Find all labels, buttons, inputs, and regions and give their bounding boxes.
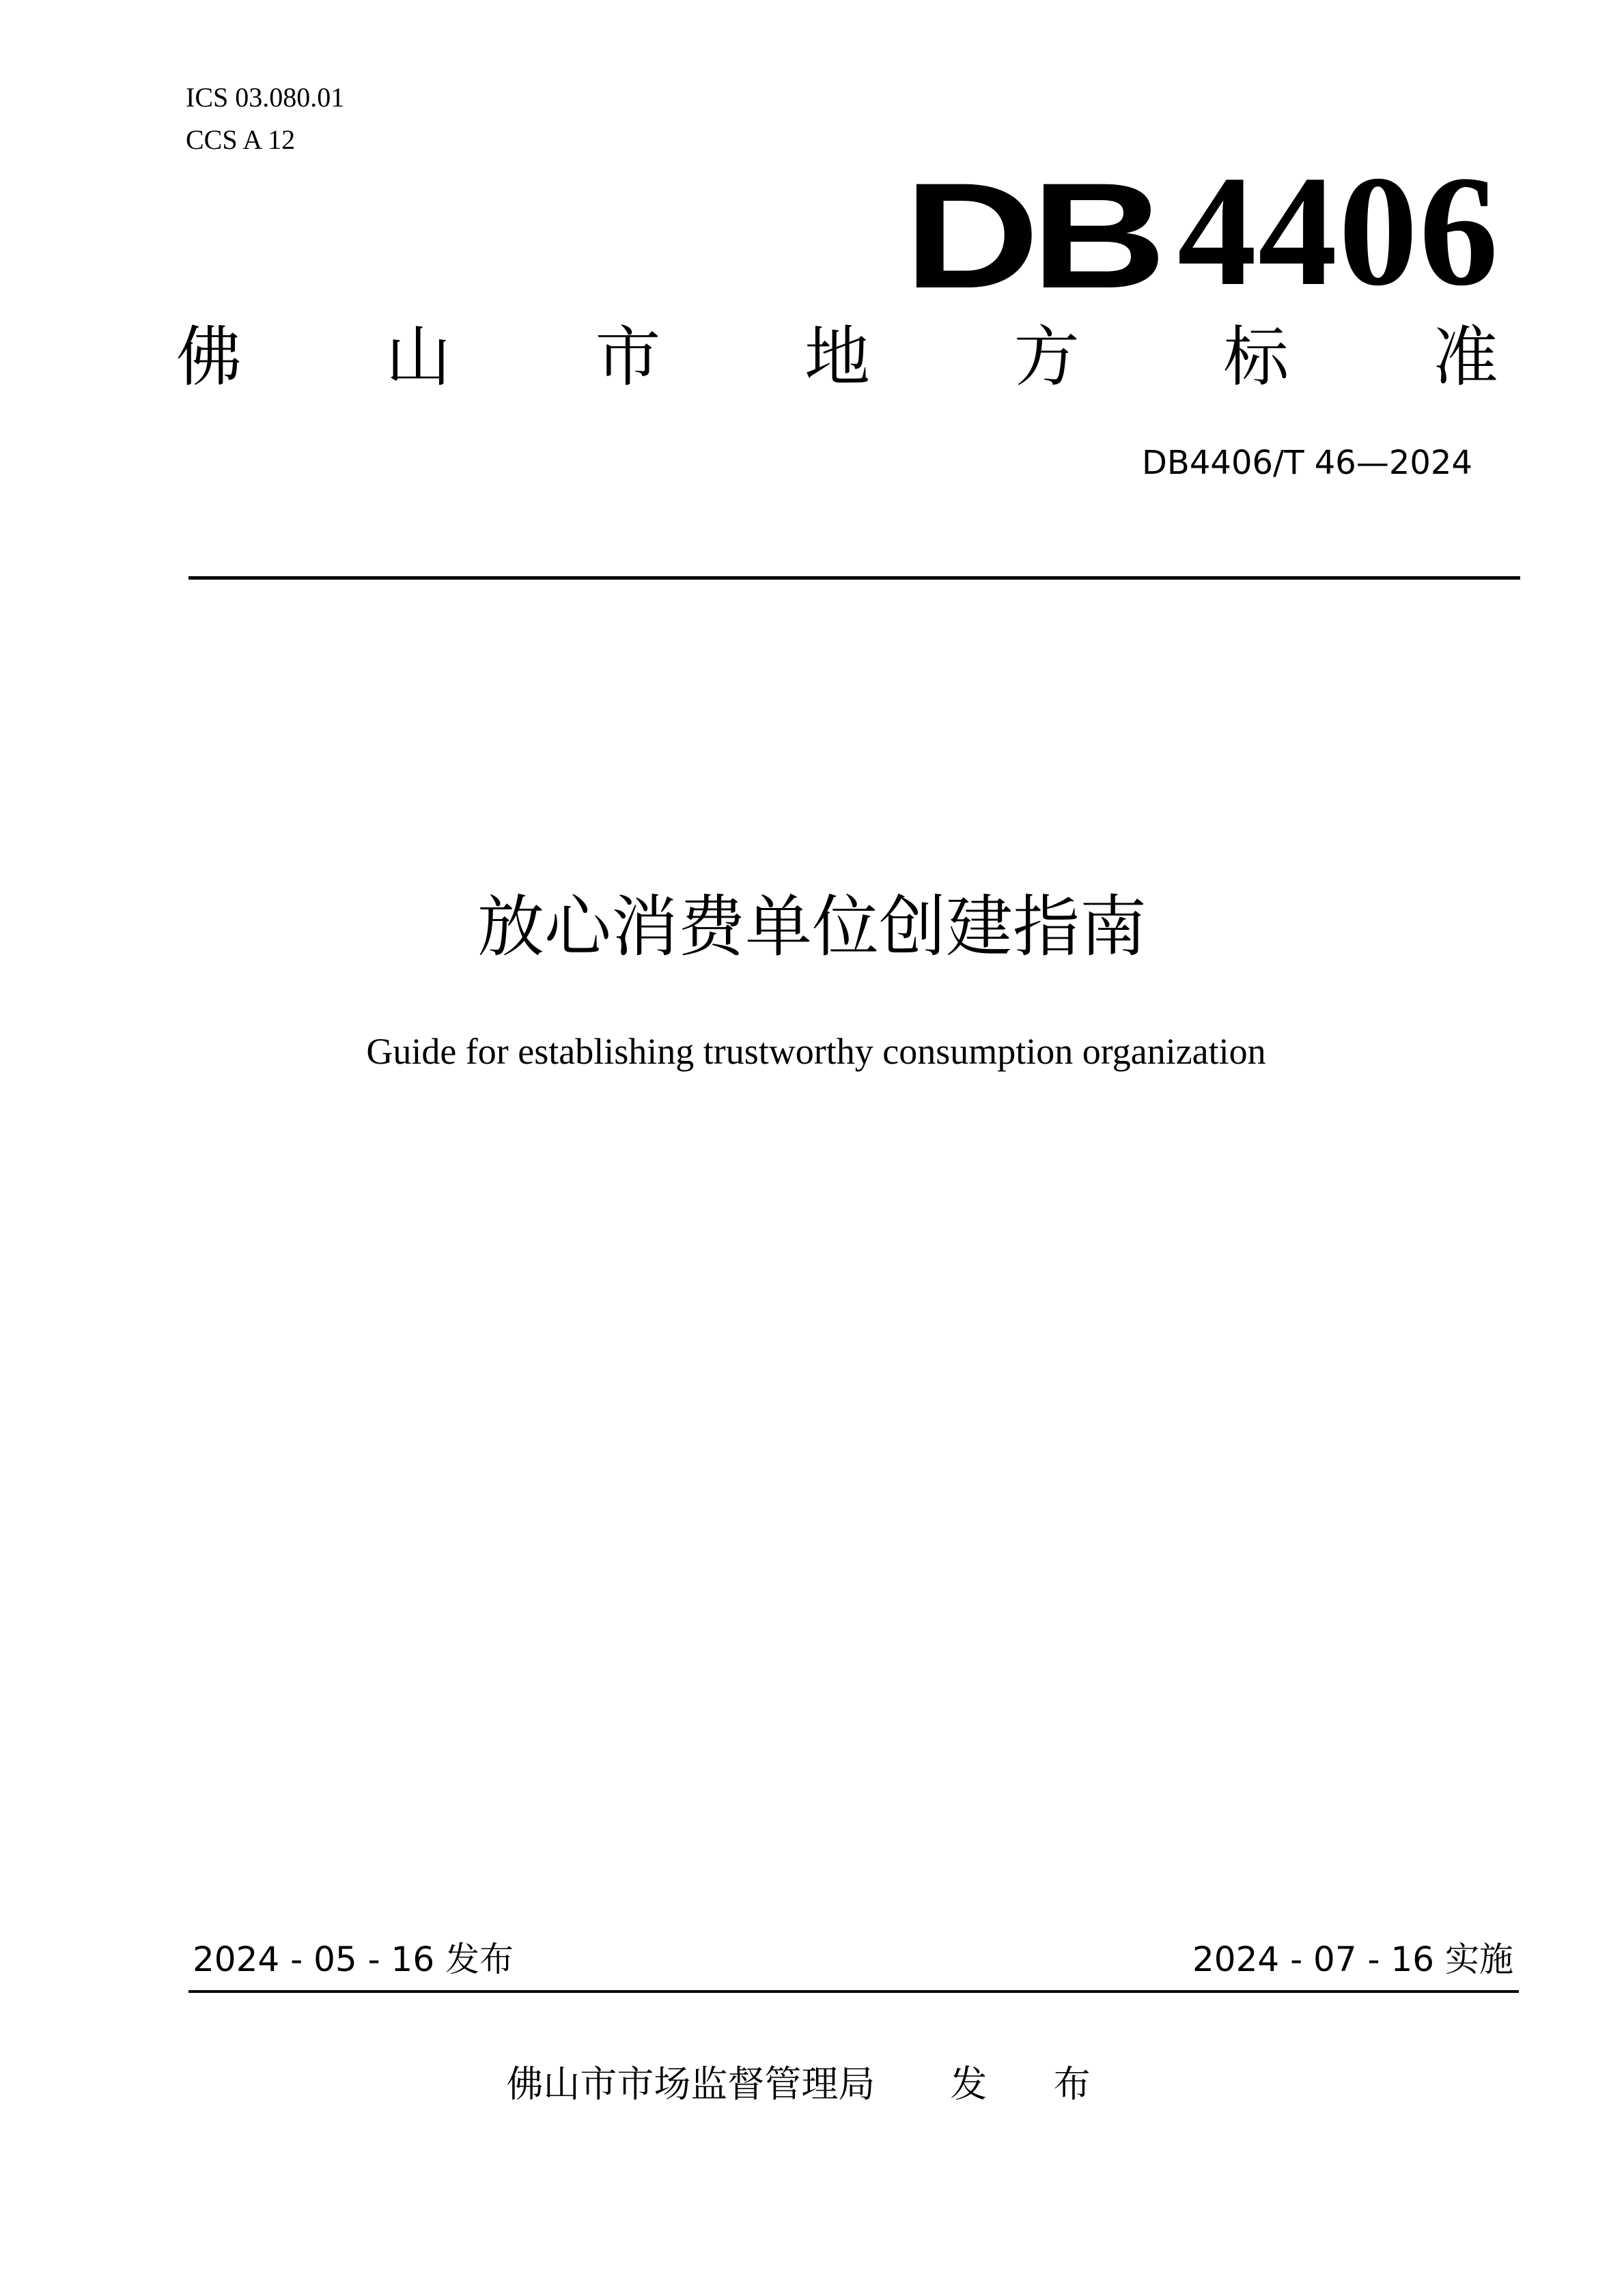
standard-number: DB4406/T 46—2024	[1141, 444, 1472, 482]
top-divider	[188, 576, 1520, 580]
ccs-code: CCS A 12	[186, 124, 296, 155]
category-char: 山	[385, 318, 451, 395]
issuing-authority: 佛山市市场监督管理局	[506, 2063, 876, 2106]
issue-date: 2024 - 05 - 16 发布	[193, 1940, 514, 1979]
document-title-english: Guide for establishing trustworthy consumption organization	[366, 1031, 1266, 1072]
issue-label: 发 布	[950, 2063, 1118, 2106]
bottom-divider	[188, 1990, 1519, 1993]
category-char: 标	[1223, 318, 1289, 395]
standard-category	[176, 307, 1498, 396]
implementation-date: 2024 - 07 - 16 实施	[1192, 1940, 1513, 1979]
logo-prefix: DB	[904, 152, 1158, 320]
category-char: 准	[1432, 318, 1498, 395]
issuer-line	[0, 2060, 1624, 2108]
standard-logo	[904, 140, 1500, 320]
category-char: 方	[1013, 318, 1080, 395]
ics-code: ICS 03.080.01	[186, 82, 345, 113]
logo-code: 4406	[1177, 143, 1500, 319]
category-char: 市	[595, 318, 661, 395]
category-char: 佛	[176, 318, 242, 395]
document-title-chinese: 放心消费单位创建指南	[477, 888, 1147, 966]
category-char: 地	[804, 318, 870, 395]
